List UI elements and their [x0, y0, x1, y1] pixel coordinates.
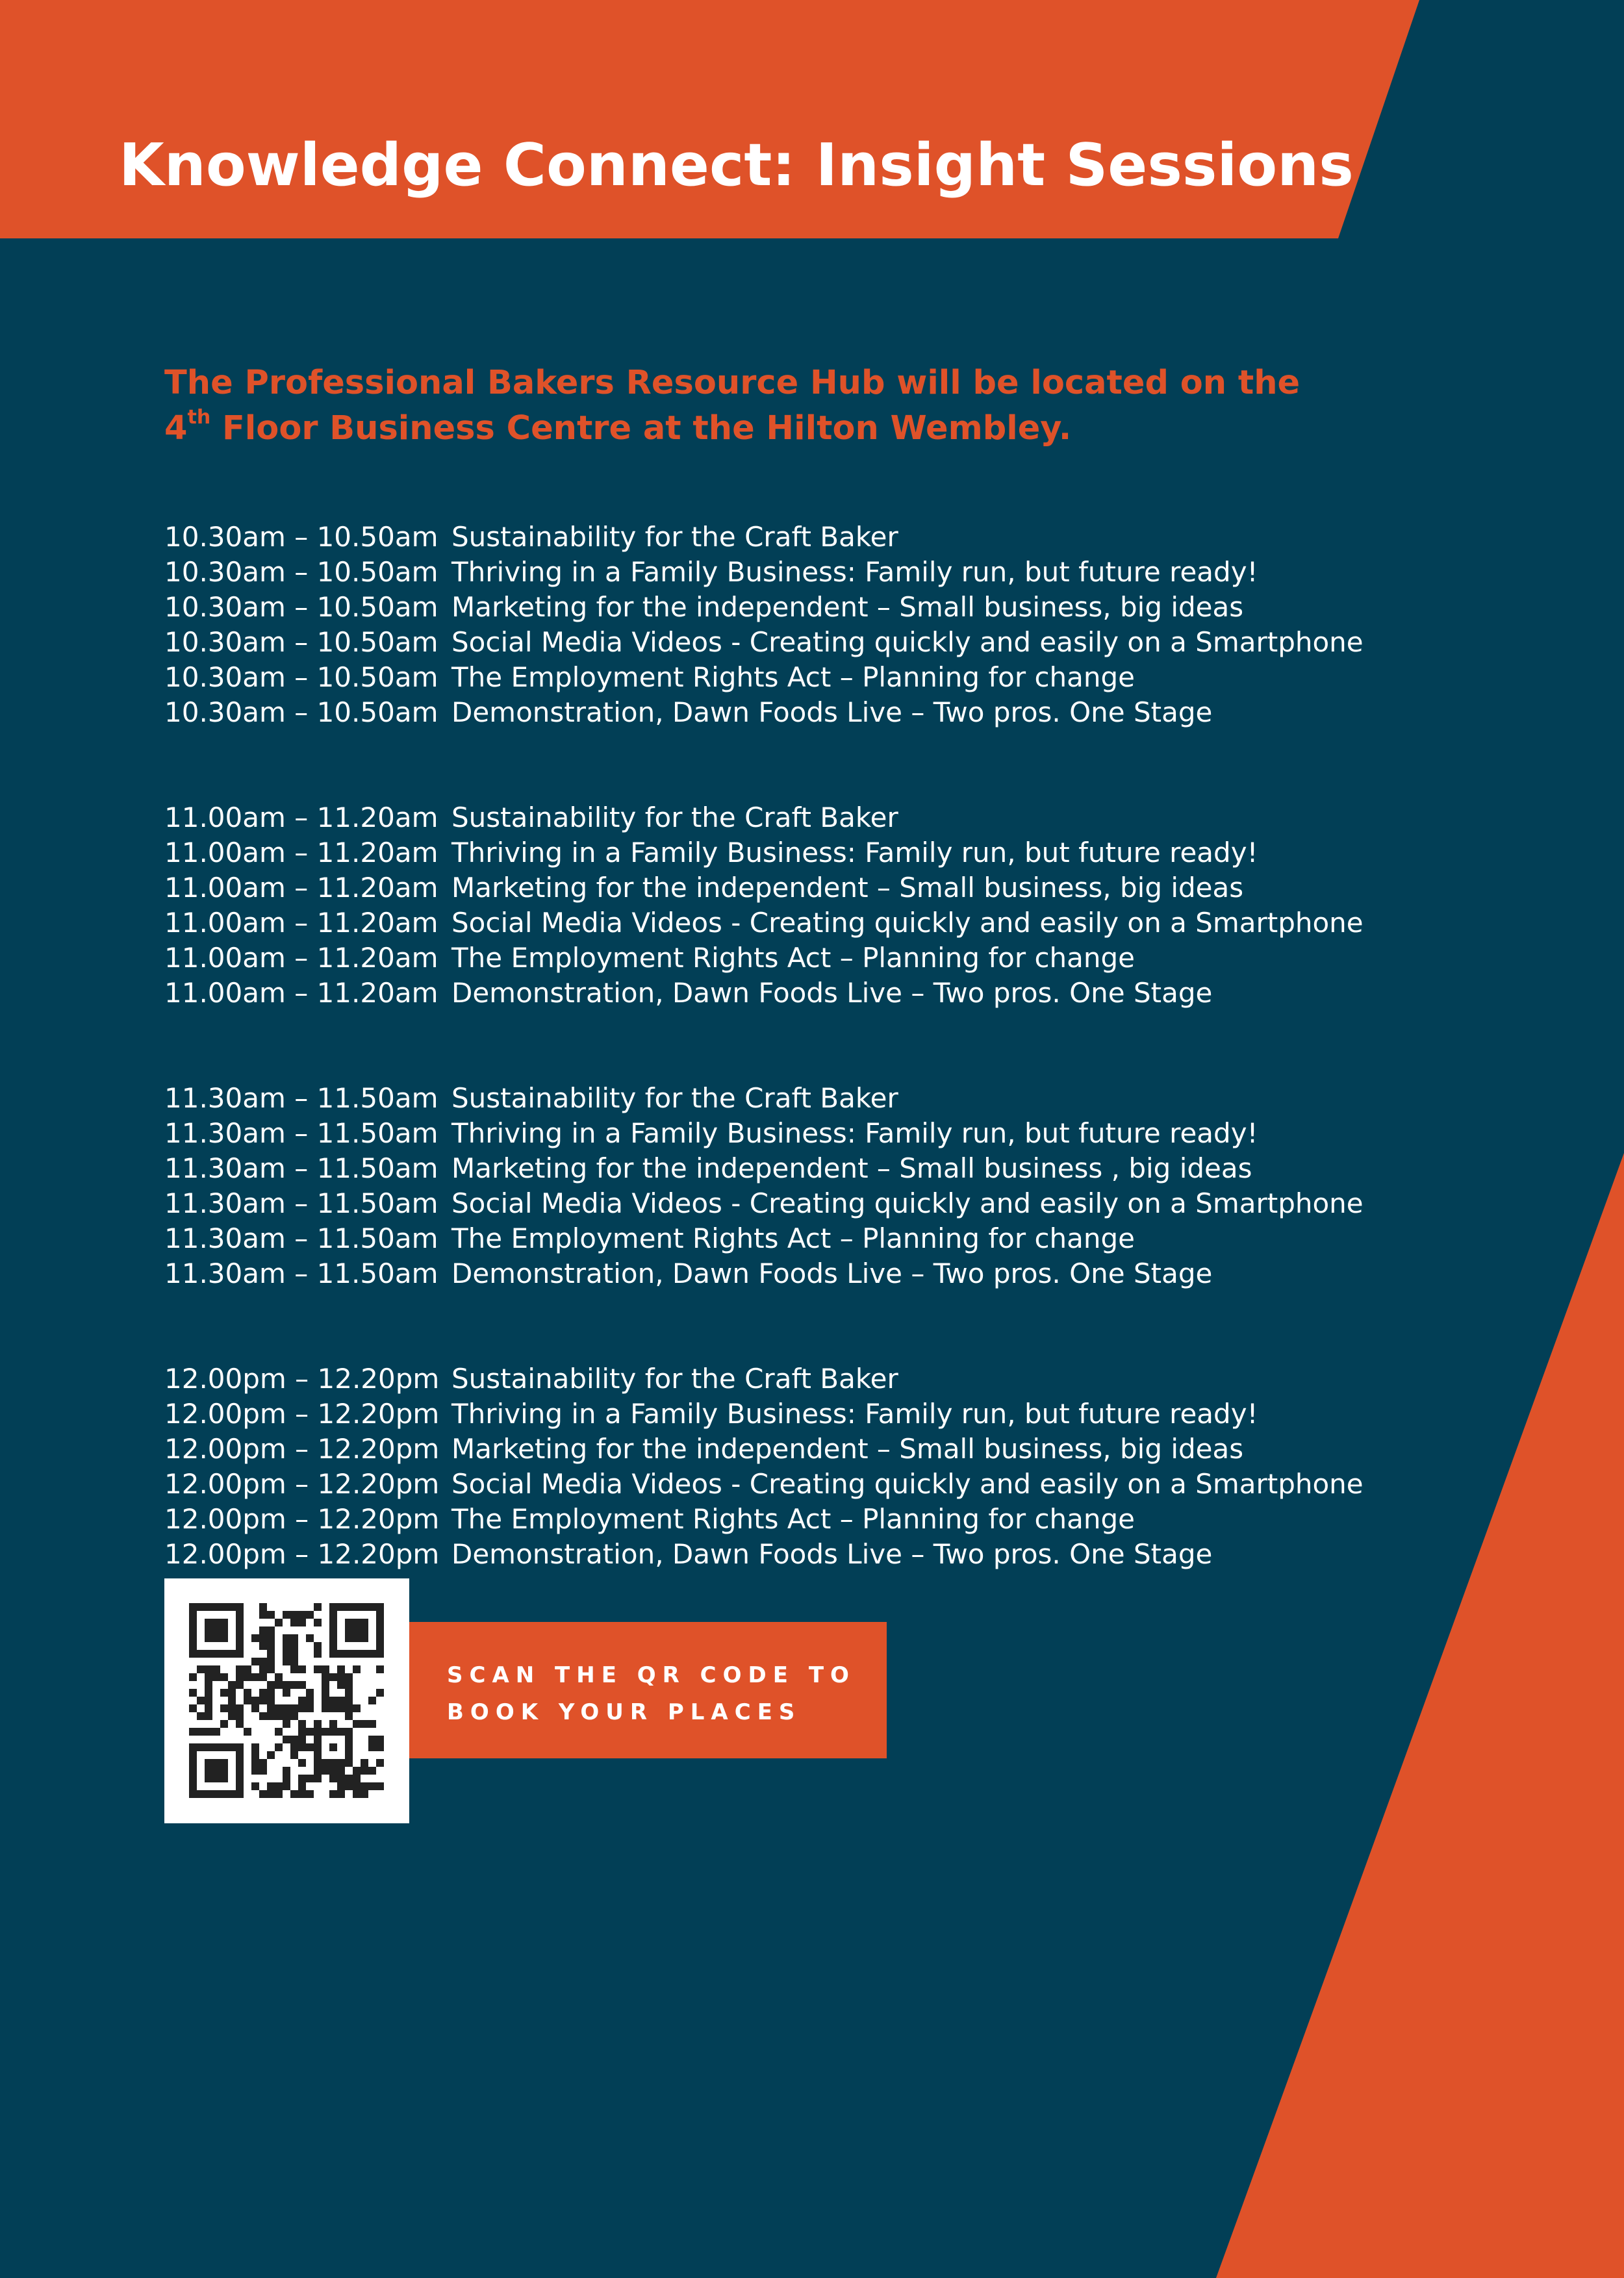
session-time: 11.00am – 11.20am	[164, 872, 438, 904]
session-title: The Employment Rights Act – Planning for change	[451, 661, 1136, 693]
session-row	[164, 625, 1364, 660]
schedule-slot	[164, 520, 1364, 730]
venue-info-line2: Floor Business Centre at the Hilton Wembley.	[210, 409, 1072, 448]
session-time: 10.30am – 10.50am	[164, 591, 438, 623]
session-row	[164, 1081, 1364, 1116]
session-row	[164, 976, 1364, 1011]
session-title: Social Media Videos - Creating quickly and easily on a Smartphone	[451, 907, 1364, 939]
session-row	[164, 1361, 1364, 1397]
session-title: Demonstration, Dawn Foods Live – Two pros. One Stage	[451, 1258, 1213, 1289]
session-row	[164, 590, 1364, 625]
session-row	[164, 1186, 1364, 1221]
schedule-slot	[164, 1361, 1364, 1572]
qr-code-icon[interactable]	[189, 1603, 384, 1798]
session-time: 10.30am – 10.50am	[164, 626, 438, 658]
session-row	[164, 1116, 1364, 1151]
session-row	[164, 695, 1364, 730]
venue-floor-number: 4	[164, 409, 188, 448]
session-title: Thriving in a Family Business: Family run, but future ready!	[451, 1398, 1258, 1430]
session-title: The Employment Rights Act – Planning for change	[451, 1222, 1136, 1254]
session-row	[164, 660, 1364, 695]
session-title: Marketing for the independent – Small business, big ideas	[451, 591, 1244, 623]
schedule-slot	[164, 1081, 1364, 1291]
session-title: Sustainability for the Craft Baker	[451, 521, 898, 553]
session-row	[164, 870, 1364, 905]
session-time: 11.30am – 11.50am	[164, 1187, 438, 1219]
session-time: 11.00am – 11.20am	[164, 942, 438, 974]
session-schedule	[164, 520, 1364, 1642]
cta-line1: SCAN THE QR CODE TO	[447, 1662, 856, 1688]
session-title: Social Media Videos - Creating quickly and easily on a Smartphone	[451, 1187, 1364, 1219]
session-title: Demonstration, Dawn Foods Live – Two pros. One Stage	[451, 977, 1213, 1009]
venue-info-line1: The Professional Bakers Resource Hub will be located on the	[164, 364, 1300, 402]
session-title: Thriving in a Family Business: Family run, but future ready!	[451, 837, 1258, 868]
session-row	[164, 941, 1364, 976]
venue-info	[164, 361, 1366, 451]
qr-code-panel[interactable]	[164, 1578, 409, 1823]
session-title: Social Media Videos - Creating quickly and easily on a Smartphone	[451, 626, 1364, 658]
session-row	[164, 800, 1364, 835]
session-title: Marketing for the independent – Small business, big ideas	[451, 872, 1244, 904]
session-time: 12.00pm – 12.20pm	[164, 1538, 440, 1570]
schedule-slot	[164, 800, 1364, 1011]
session-time: 10.30am – 10.50am	[164, 521, 438, 553]
venue-floor-suffix: th	[187, 406, 211, 429]
session-title: The Employment Rights Act – Planning for change	[451, 942, 1136, 974]
cta-line2: BOOK YOUR PLACES	[447, 1699, 802, 1725]
session-time: 11.00am – 11.20am	[164, 977, 438, 1009]
session-row	[164, 1432, 1364, 1467]
session-row	[164, 1502, 1364, 1537]
session-title: Demonstration, Dawn Foods Live – Two pros. One Stage	[451, 696, 1213, 728]
session-row	[164, 1151, 1364, 1186]
session-row	[164, 1467, 1364, 1502]
session-time: 11.00am – 11.20am	[164, 837, 438, 868]
session-time: 11.30am – 11.50am	[164, 1152, 438, 1184]
session-row	[164, 1537, 1364, 1572]
session-title: Marketing for the independent – Small business , big ideas	[451, 1152, 1252, 1184]
session-time: 12.00pm – 12.20pm	[164, 1503, 440, 1535]
session-time: 12.00pm – 12.20pm	[164, 1433, 440, 1465]
session-time: 11.00am – 11.20am	[164, 907, 438, 939]
session-row	[164, 555, 1364, 590]
session-time: 11.00am – 11.20am	[164, 802, 438, 833]
session-title: Sustainability for the Craft Baker	[451, 1082, 898, 1114]
session-row	[164, 1221, 1364, 1256]
session-time: 12.00pm – 12.20pm	[164, 1468, 440, 1500]
session-title: Demonstration, Dawn Foods Live – Two pros. One Stage	[451, 1538, 1213, 1570]
session-row	[164, 905, 1364, 941]
booking-cta	[409, 1622, 887, 1758]
session-time: 10.30am – 10.50am	[164, 661, 438, 693]
session-time: 10.30am – 10.50am	[164, 696, 438, 728]
session-row	[164, 1397, 1364, 1432]
session-title: Marketing for the independent – Small business, big ideas	[451, 1433, 1244, 1465]
session-time: 10.30am – 10.50am	[164, 556, 438, 588]
session-row	[164, 520, 1364, 555]
session-title: Social Media Videos - Creating quickly and easily on a Smartphone	[451, 1468, 1364, 1500]
session-title: Sustainability for the Craft Baker	[451, 802, 898, 833]
session-time: 11.30am – 11.50am	[164, 1222, 438, 1254]
session-title: The Employment Rights Act – Planning for change	[451, 1503, 1136, 1535]
session-title: Sustainability for the Craft Baker	[451, 1363, 898, 1395]
session-title: Thriving in a Family Business: Family run, but future ready!	[451, 1117, 1258, 1149]
session-time: 11.30am – 11.50am	[164, 1258, 438, 1289]
session-time: 12.00pm – 12.20pm	[164, 1363, 440, 1395]
session-time: 11.30am – 11.50am	[164, 1117, 438, 1149]
session-row	[164, 1256, 1364, 1291]
session-time: 11.30am – 11.50am	[164, 1082, 438, 1114]
session-time: 12.00pm – 12.20pm	[164, 1398, 440, 1430]
session-row	[164, 835, 1364, 870]
page-title: Knowledge Connect: Insight Sessions	[119, 131, 1354, 199]
session-title: Thriving in a Family Business: Family run, but future ready!	[451, 556, 1258, 588]
